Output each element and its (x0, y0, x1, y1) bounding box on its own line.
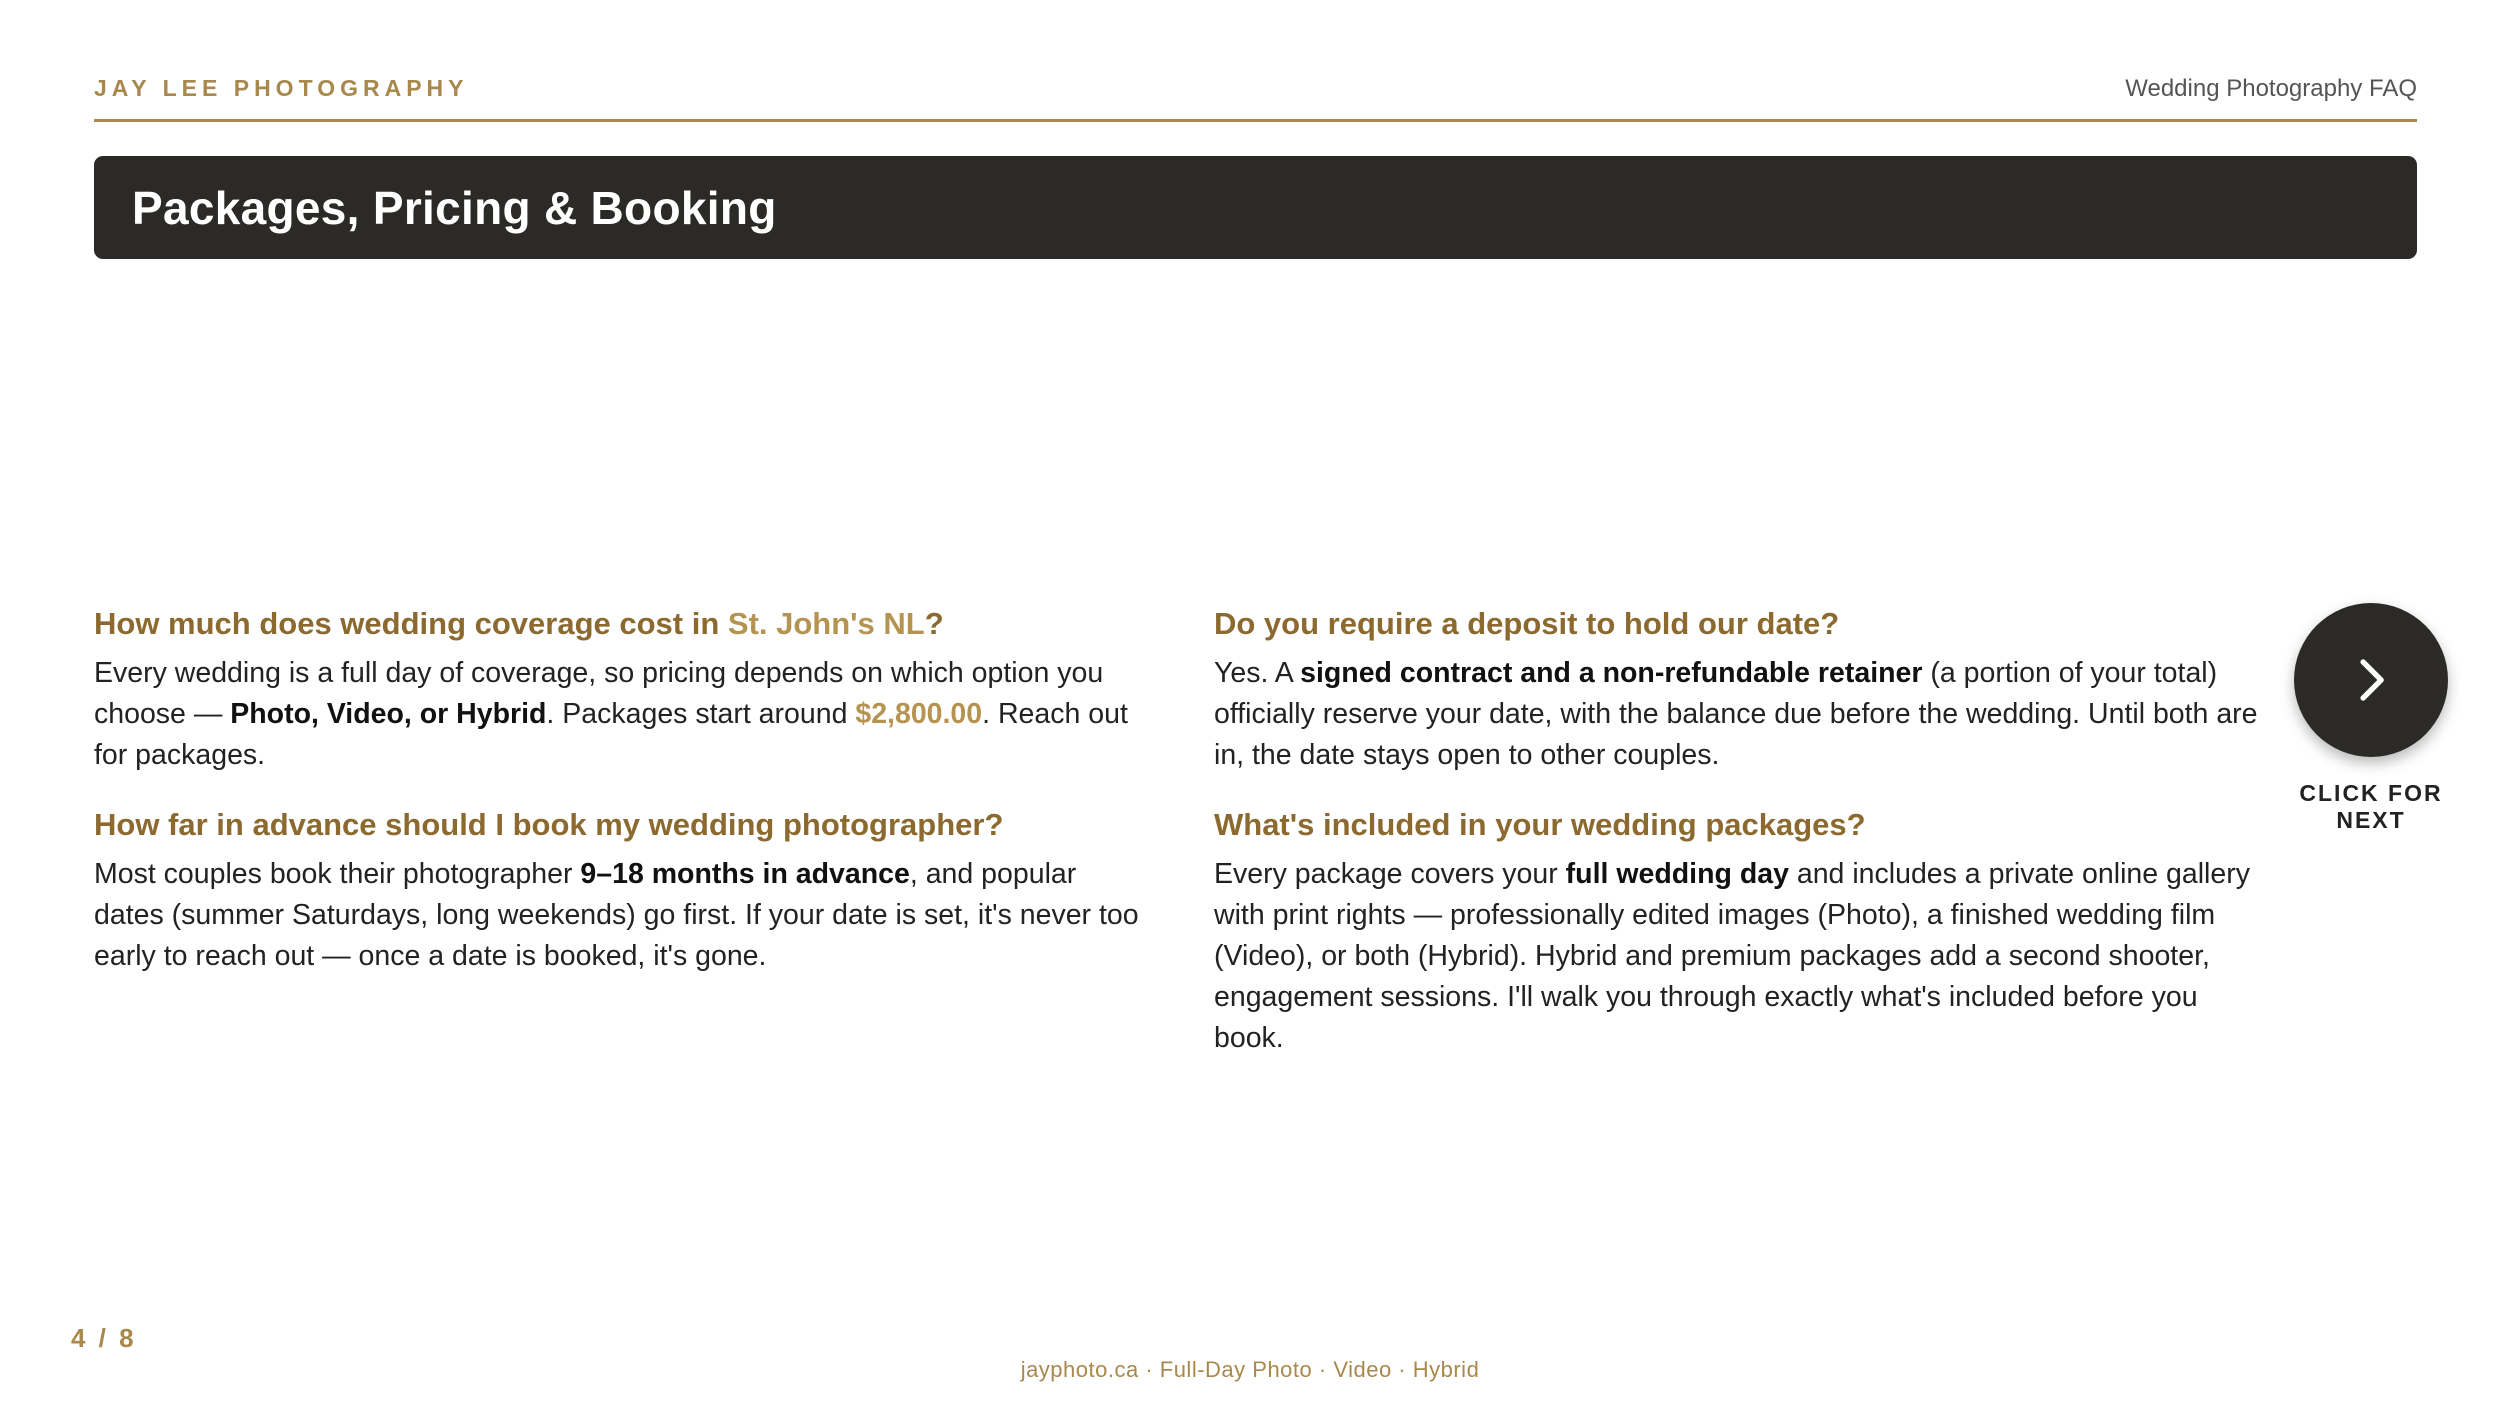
faq-answer: Every wedding is a full day of coverage, so pricing depends on which option you choose — Photo, Video, or Hybrid. Packages start around $2,800.00. Reach out for packages. (94, 657, 1128, 771)
faq-answer: Yes. A signed contract and a non-refundable retainer (a portion of your total) officially reserve your date, with the balance due before the wedding. Until both are in, the date stays open to other couples. (1214, 657, 2258, 771)
faq-question: Do you require a deposit to hold our date? (1214, 606, 1840, 641)
starting-price: $2,800.00 (855, 698, 983, 730)
brand-name: JAY LEE PHOTOGRAPHY (94, 75, 469, 101)
answer-emphasis: 9–18 months in advance (580, 858, 910, 890)
answer-emphasis: Photo, Video, or Hybrid (230, 698, 547, 730)
faq-item-deposit (1214, 603, 2264, 776)
faq-question: How far in advance should I book my wedding photographer? (94, 807, 1004, 842)
section-title: Packages, Pricing & Booking (132, 181, 777, 234)
faq-question: How much does wedding coverage cost in St. John's NL? (94, 606, 944, 641)
answer-emphasis: signed contract and a non-refundable retainer (1300, 657, 1923, 689)
footer-text: jayphoto.ca · Full-Day Photo · Video · Hybrid (1020, 1357, 1480, 1382)
document-title: Wedding Photography FAQ (2125, 75, 2417, 102)
next-button[interactable] (2294, 603, 2448, 757)
faq-answer: Every package covers your full wedding day and includes a private online gallery with print rights — professionally edited images (Photo), a finished wedding film (Video), or both (Hybrid). Hybrid and premium packages add a second shooter, engagement sessions. I'll walk you through exactly what's included before you book. (1214, 858, 2250, 1054)
answer-emphasis: full wedding day (1565, 858, 1789, 890)
next-button-label[interactable]: CLICK FOR NEXT (2299, 780, 2443, 833)
faq-answer: Most couples book their photographer 9–18 months in advance, and popular dates (summer Saturdays, long weekends) go first. If your date is set, it's never too early to reach out — once a date is booked, it's gone. (94, 858, 1139, 972)
page-indicator: 4 / 8 (71, 1323, 137, 1353)
faq-item-included (1214, 804, 2264, 1059)
faq-question: What's included in your wedding packages? (1214, 807, 1866, 842)
chevron-right-icon (2344, 653, 2398, 707)
location-highlight: St. John's NL (727, 606, 925, 641)
faq-column-right (1214, 603, 2264, 1087)
faq-column-left (94, 603, 1144, 1005)
header-divider (94, 119, 2417, 122)
faq-item-advance (94, 804, 1144, 977)
section-banner (94, 156, 2417, 259)
faq-item-cost (94, 603, 1144, 776)
